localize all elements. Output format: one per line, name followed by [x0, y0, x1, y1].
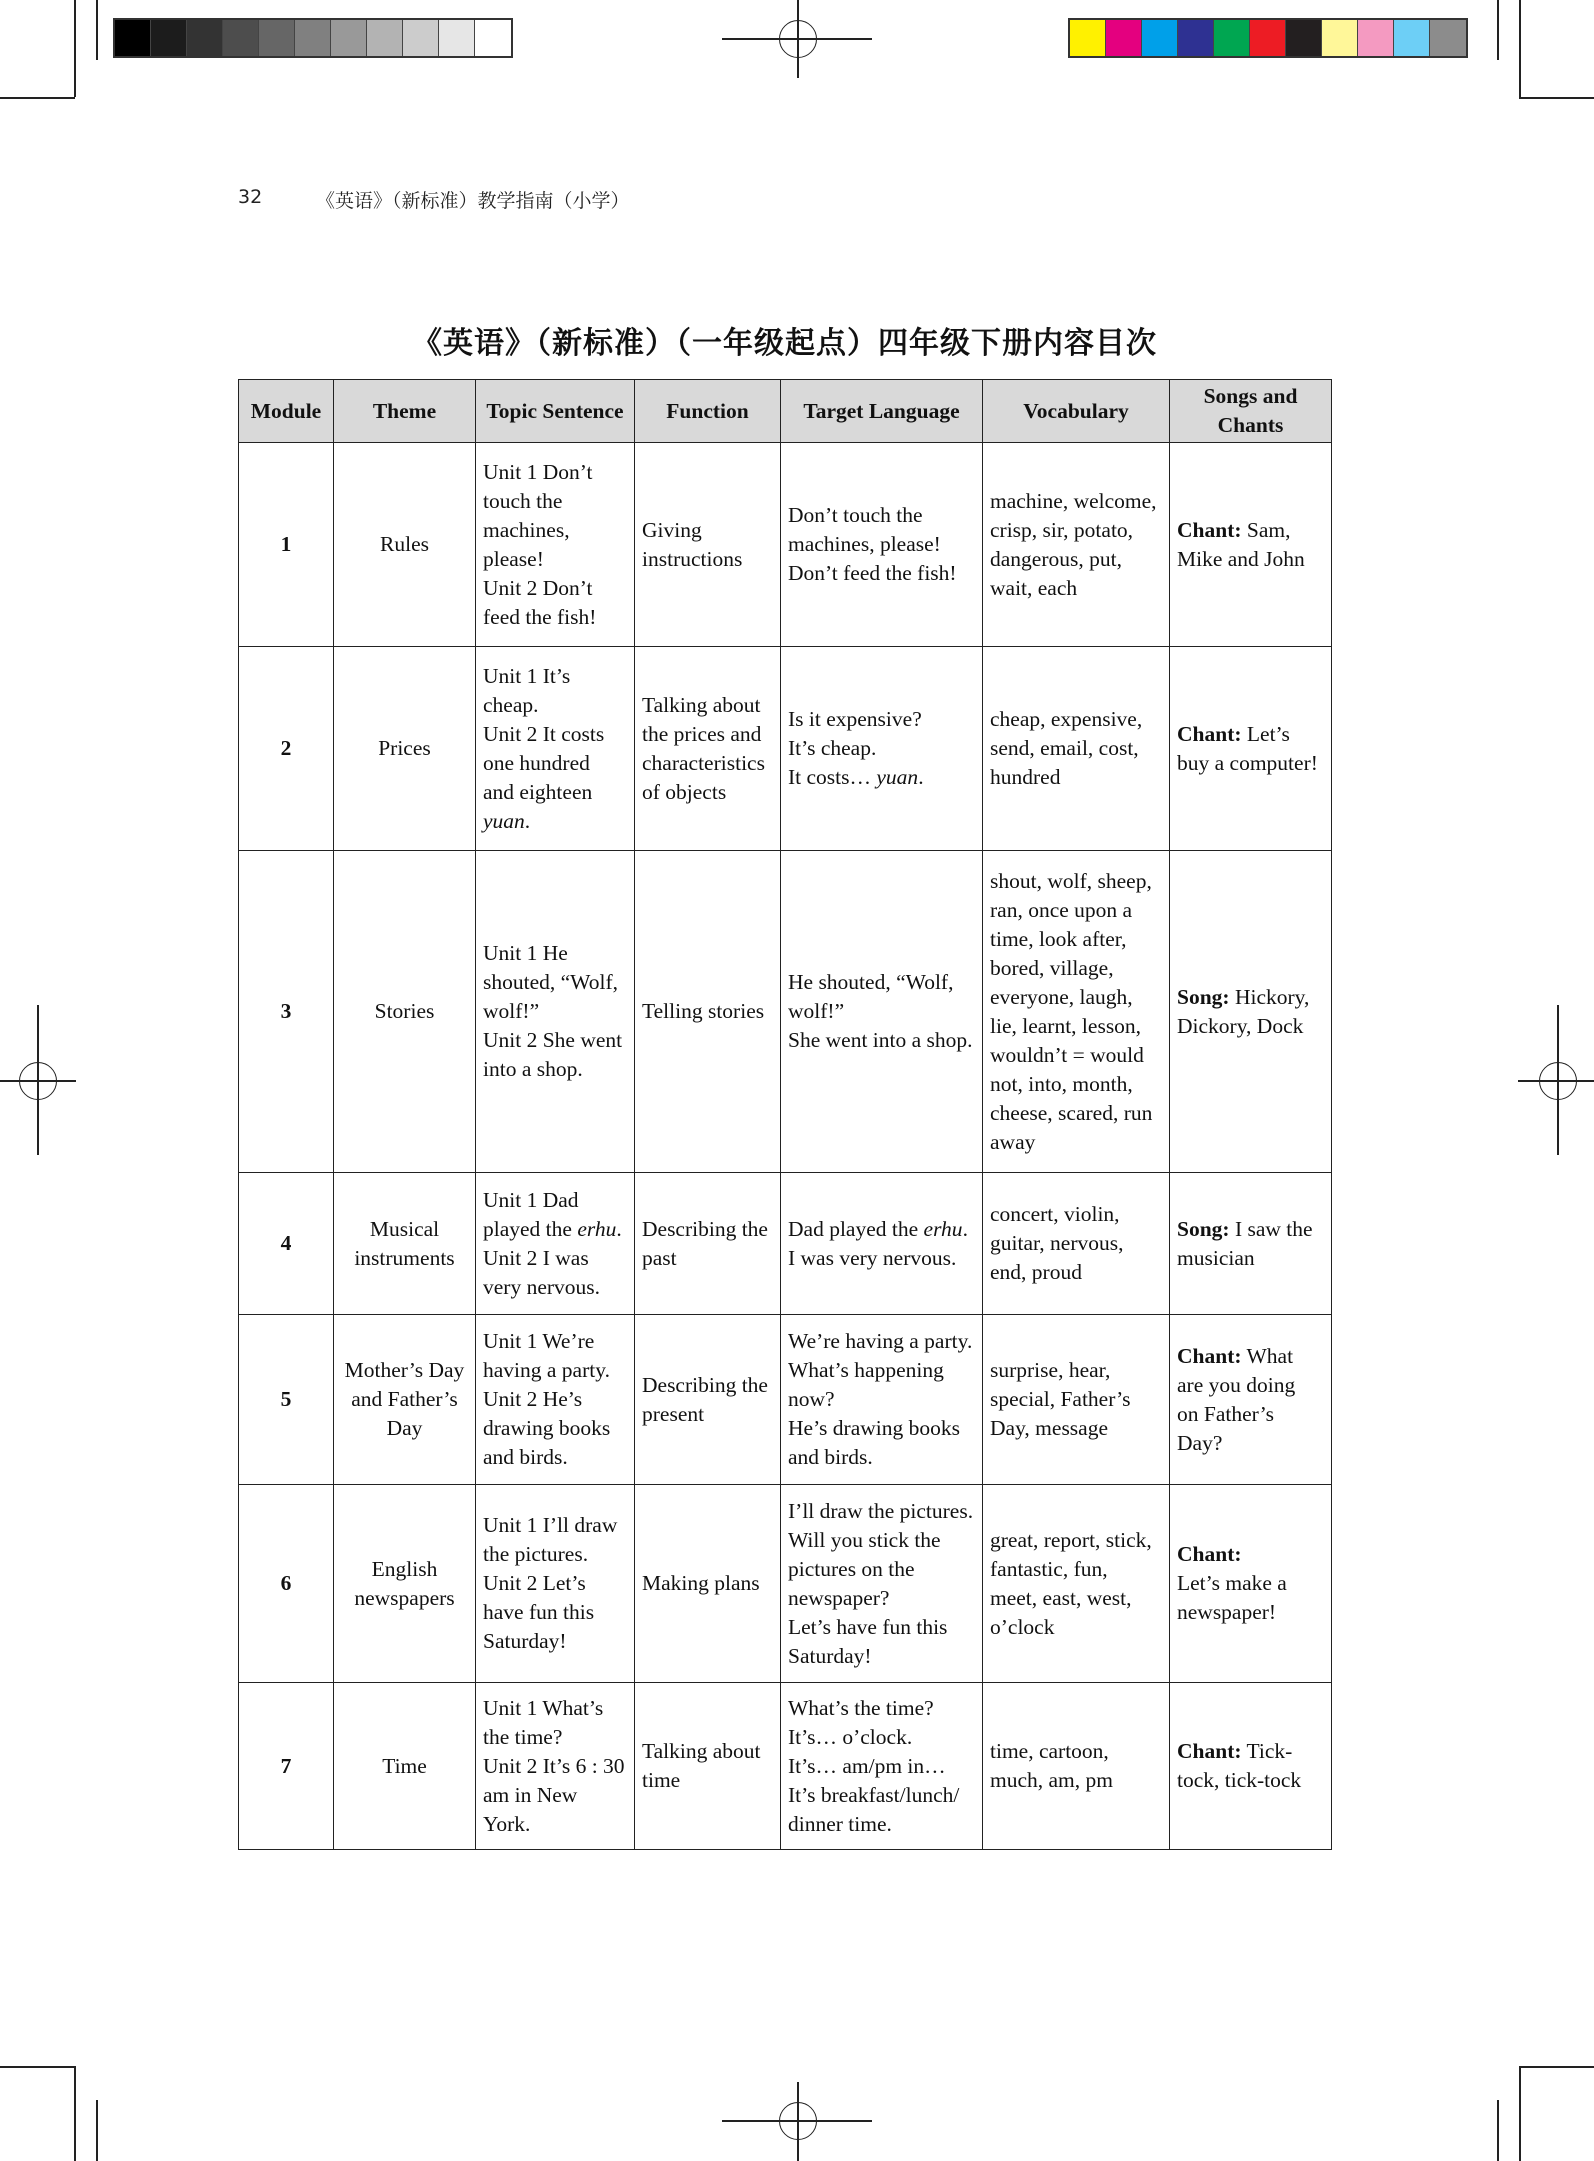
- contents-table: [238, 379, 1332, 1850]
- color-swatch: [1178, 20, 1214, 56]
- crop-mark: [0, 2066, 75, 2068]
- cell-line: Dad played the erhu.: [788, 1216, 968, 1241]
- cell-text: yuan: [483, 808, 525, 833]
- cell-text: I saw the: [1229, 1216, 1313, 1241]
- cell-line: Let’s have fun this: [788, 1614, 948, 1639]
- cell-line: Mike and John: [1177, 546, 1305, 571]
- crop-mark: [0, 97, 75, 99]
- document-title: 《英语》（新标准）（一年级起点）四年级下册内容目次: [412, 326, 1157, 361]
- cell-line: dinner time.: [788, 1811, 892, 1836]
- crop-mark: [1519, 97, 1594, 99]
- cell-line: shout, wolf, sheep,: [990, 868, 1152, 893]
- topic-sentence-cell: [476, 443, 635, 647]
- cell-line: machine, welcome,: [990, 488, 1157, 513]
- cell-text: erhu: [923, 1216, 963, 1241]
- cell-line: newspaper!: [1177, 1600, 1277, 1624]
- target-language-cell: [781, 851, 983, 1173]
- cell-line: He shouted, “Wolf,: [788, 970, 954, 994]
- song-type-label: Chant:: [1177, 1343, 1242, 1368]
- songs-and-chants-cell: [1170, 443, 1332, 647]
- cell-line: now?: [788, 1387, 835, 1411]
- cell-text: It costs…: [788, 765, 877, 789]
- cell-line: having a party.: [483, 1358, 610, 1382]
- cell-line: Unit 2 I was: [483, 1245, 589, 1270]
- crop-mark: [1497, 0, 1499, 60]
- cell-line: Unit 2 She went: [483, 1028, 623, 1052]
- table-row: [239, 851, 1332, 1173]
- cell-line: [1177, 1215, 1324, 1244]
- cell-line: Unit 1 We’re: [483, 1329, 595, 1353]
- color-swatch: [403, 20, 439, 56]
- topic-sentence-cell: [476, 1485, 635, 1683]
- cell-line: [1177, 1540, 1324, 1569]
- color-swatch: [1250, 20, 1286, 56]
- cell-line: [1177, 983, 1324, 1012]
- crop-mark: [96, 0, 98, 60]
- cell-line: great, report, stick,: [990, 1527, 1152, 1552]
- cell-line: Unit 2 Let’s: [483, 1571, 586, 1595]
- vocabulary-cell: [983, 443, 1170, 647]
- table-row: [239, 1173, 1332, 1315]
- cell-line: machines, please!: [788, 532, 941, 556]
- cell-line: Prices: [378, 736, 431, 760]
- cell-line: are you doing: [1177, 1372, 1296, 1397]
- song-type-label: Chant:: [1177, 517, 1242, 542]
- topic-sentence-cell: [476, 1315, 635, 1485]
- cell-line: What’s happening: [788, 1358, 944, 1382]
- cell-line: What’s the time?: [788, 1695, 934, 1720]
- table-row: [239, 443, 1332, 647]
- cell-line: newspapers: [354, 1585, 455, 1610]
- color-swatch: [367, 20, 403, 56]
- function-cell: [635, 443, 781, 647]
- cell-line: present: [642, 1401, 705, 1426]
- color-swatch: [223, 20, 259, 56]
- cell-line: Dickory, Dock: [1177, 1013, 1304, 1038]
- gray-color-bar: [113, 18, 513, 58]
- function-cell: [635, 1173, 781, 1315]
- cell-line: pictures on the: [788, 1556, 915, 1581]
- header-target-language: Target Language: [781, 380, 983, 443]
- cell-line: I’ll draw the pictures.: [788, 1498, 974, 1523]
- song-type-label: Chant:: [1177, 1739, 1242, 1763]
- cell-text: Hickory,: [1229, 984, 1310, 1009]
- cell-text: What: [1241, 1343, 1294, 1368]
- cell-line: cheap.: [483, 692, 539, 717]
- cell-line: and birds.: [483, 1445, 568, 1469]
- table-header-row: [239, 380, 1332, 443]
- page-number: 32: [238, 186, 263, 208]
- color-swatch: [1394, 20, 1430, 56]
- color-swatch: [1430, 20, 1466, 56]
- module-cell: 4: [239, 1173, 334, 1315]
- cell-line: on Father’s: [1177, 1401, 1274, 1426]
- songs-and-chants-cell: [1170, 851, 1332, 1173]
- cell-line: and eighteen: [483, 779, 593, 804]
- cell-line: Day, message: [990, 1416, 1109, 1440]
- cell-line: Unit 1 What’s: [483, 1695, 604, 1720]
- cell-text: Sam,: [1241, 517, 1291, 542]
- table-row: [239, 1315, 1332, 1485]
- cell-line: very nervous.: [483, 1274, 601, 1299]
- cell-line: Making plans: [642, 1571, 760, 1595]
- cell-line: past: [642, 1245, 677, 1270]
- cell-line: away: [990, 1129, 1036, 1154]
- cell-line: She went into a shop.: [788, 1028, 973, 1052]
- topic-sentence-cell: [476, 1683, 635, 1850]
- cell-line: It’s… o’clock.: [788, 1724, 913, 1749]
- cell-line: instructions: [642, 546, 743, 571]
- songs-and-chants-cell: [1170, 1315, 1332, 1485]
- cell-line: newspaper?: [788, 1585, 890, 1610]
- cell-line: guitar, nervous,: [990, 1231, 1124, 1255]
- process-color-bar: [1068, 18, 1468, 58]
- cell-line: please!: [483, 546, 544, 571]
- header-module: Module: [239, 380, 334, 443]
- crop-mark: [96, 2100, 98, 2161]
- color-swatch: [115, 20, 151, 56]
- cell-line: Giving: [642, 517, 702, 542]
- cell-line: Talking about: [642, 692, 761, 717]
- cell-line: Telling stories: [642, 999, 765, 1023]
- target-language-cell: [781, 1315, 983, 1485]
- crop-mark: [74, 2066, 76, 2161]
- color-swatch: [151, 20, 187, 56]
- target-language-cell: [781, 1485, 983, 1683]
- cell-line: Day: [386, 1416, 423, 1440]
- cell-line: concert, violin,: [990, 1202, 1120, 1226]
- cell-line: Unit 1 Don’t: [483, 459, 593, 484]
- vocabulary-cell: [983, 1173, 1170, 1315]
- cell-line: cheap, expensive,: [990, 707, 1143, 731]
- cell-line: Stories: [374, 999, 435, 1023]
- header-function: Function: [635, 380, 781, 443]
- cell-line: Unit 2 He’s: [483, 1387, 583, 1411]
- cell-line: Let’s make a: [1177, 1571, 1287, 1595]
- header-theme: Theme: [334, 380, 476, 443]
- theme-cell: [334, 1315, 476, 1485]
- songs-and-chants-cell: [1170, 1173, 1332, 1315]
- color-swatch: [475, 20, 511, 56]
- cell-line: [1177, 1737, 1324, 1766]
- module-cell: 2: [239, 647, 334, 851]
- target-language-cell: [781, 647, 983, 851]
- cell-line: wouldn’t = would: [990, 1042, 1144, 1067]
- cell-line: Mother’s Day: [344, 1358, 465, 1382]
- module-cell: 7: [239, 1683, 334, 1850]
- cell-line: English: [371, 1556, 438, 1581]
- cell-line: musician: [1177, 1245, 1255, 1270]
- function-cell: [635, 1315, 781, 1485]
- cell-line: Unit 1 It’s: [483, 663, 571, 688]
- cell-line: feed the fish!: [483, 604, 597, 629]
- cell-line: Describing the: [642, 1372, 768, 1397]
- vocabulary-cell: [983, 647, 1170, 851]
- cell-line: much, am, pm: [990, 1768, 1114, 1792]
- cell-line: Musical: [369, 1216, 440, 1241]
- color-swatch: [295, 20, 331, 56]
- book-title: 《英语》（新标准）教学指南（小学）: [316, 190, 630, 212]
- vocabulary-cell: [983, 1485, 1170, 1683]
- cell-line: send, email, cost,: [990, 736, 1139, 760]
- theme-cell: [334, 1173, 476, 1315]
- song-type-label: Song:: [1177, 984, 1230, 1009]
- theme-cell: [334, 443, 476, 647]
- cell-line: tock, tick-tock: [1177, 1768, 1302, 1792]
- theme-cell: [334, 1485, 476, 1683]
- cell-line: of objects: [642, 779, 727, 804]
- cell-line: hundred: [990, 765, 1061, 789]
- song-type-label: Chant:: [1177, 721, 1242, 746]
- cell-line: meet, east, west,: [990, 1585, 1132, 1610]
- cell-line: played the erhu.: [483, 1216, 622, 1241]
- cell-line: Describing the: [642, 1216, 768, 1241]
- vocabulary-cell: [983, 1683, 1170, 1850]
- table-row: [239, 1485, 1332, 1683]
- cell-line: cheese, scared, run: [990, 1100, 1153, 1125]
- topic-sentence-cell: [476, 1173, 635, 1315]
- cell-line: fantastic, fun,: [990, 1556, 1108, 1581]
- color-swatch: [187, 20, 223, 56]
- cell-line: am in New York.: [483, 1782, 578, 1836]
- cell-line: Day?: [1177, 1430, 1223, 1455]
- color-swatch: [1286, 20, 1322, 56]
- color-swatch: [1106, 20, 1142, 56]
- crop-mark: [1519, 2066, 1594, 2068]
- cell-line: He’s drawing books: [788, 1416, 960, 1440]
- cell-line: time, look after,: [990, 926, 1127, 951]
- cell-line: yuan.: [483, 808, 531, 833]
- crop-mark: [1519, 0, 1521, 97]
- cell-text: erhu: [577, 1216, 617, 1241]
- cell-line: Unit 1 He: [483, 941, 568, 965]
- cell-line: I was very nervous.: [788, 1245, 957, 1270]
- cell-line: time, cartoon,: [990, 1739, 1109, 1763]
- cell-line: It’s breakfast/lunch/: [788, 1782, 960, 1807]
- cell-line: time: [642, 1768, 681, 1792]
- cell-line: Unit 1 Dad: [483, 1187, 579, 1212]
- cell-line: bored, village,: [990, 955, 1114, 980]
- cell-line: the prices and: [642, 721, 762, 746]
- target-language-cell: [781, 1173, 983, 1315]
- cell-line: touch the: [483, 488, 563, 513]
- songs-and-chants-cell: [1170, 1683, 1332, 1850]
- cell-line: and birds.: [788, 1445, 873, 1469]
- color-swatch: [1214, 20, 1250, 56]
- cell-line: [1177, 516, 1324, 545]
- function-cell: [635, 1485, 781, 1683]
- cell-line: buy a computer!: [1177, 750, 1318, 775]
- cell-line: special, Father’s: [990, 1387, 1131, 1411]
- theme-cell: [334, 1683, 476, 1850]
- color-swatch: [331, 20, 367, 56]
- cell-line: surprise, hear,: [990, 1358, 1111, 1382]
- cell-line: Unit 2 Don’t: [483, 575, 593, 600]
- cell-line: shouted, “Wolf,: [483, 970, 619, 994]
- crop-mark: [74, 0, 76, 97]
- cell-line: not, into, month,: [990, 1071, 1133, 1096]
- topic-sentence-cell: [476, 647, 635, 851]
- cell-line: Unit 2 It costs: [483, 721, 605, 746]
- cell-text: yuan: [876, 765, 919, 789]
- cell-line: wolf!”: [788, 999, 845, 1023]
- cell-line: have fun this: [483, 1600, 595, 1624]
- cell-line: wait, each: [990, 575, 1078, 600]
- color-swatch: [1358, 20, 1394, 56]
- cell-line: one hundred: [483, 750, 590, 775]
- cell-line: lie, learnt, lesson,: [990, 1013, 1142, 1038]
- songs-and-chants-cell: [1170, 647, 1332, 851]
- cell-line: Unit 1 I’ll draw: [483, 1513, 618, 1537]
- cell-text: Dad played the: [788, 1216, 924, 1241]
- vocabulary-cell: [983, 1315, 1170, 1485]
- cell-text: Tick-: [1241, 1739, 1293, 1763]
- cell-line: ran, once upon a: [990, 897, 1133, 922]
- cell-line: and Father’s: [351, 1387, 458, 1411]
- module-cell: 1: [239, 443, 334, 647]
- cell-line: end, proud: [990, 1260, 1082, 1284]
- cell-line: Saturday!: [788, 1643, 872, 1668]
- cell-line: Don’t feed the fish!: [788, 561, 957, 585]
- cell-line: wolf!”: [483, 999, 540, 1023]
- vocabulary-cell: [983, 851, 1170, 1173]
- cell-text: Let’s: [1241, 721, 1290, 746]
- cell-line: o’clock: [990, 1614, 1055, 1639]
- cell-line: instruments: [354, 1245, 455, 1270]
- table-row: [239, 647, 1332, 851]
- function-cell: [635, 647, 781, 851]
- crop-mark: [1497, 2100, 1499, 2161]
- cell-line: Saturday!: [483, 1629, 567, 1653]
- color-swatch: [1070, 20, 1106, 56]
- cell-line: the time?: [483, 1724, 563, 1749]
- cell-line: Don’t touch the: [788, 503, 923, 527]
- table-row: [239, 1683, 1332, 1850]
- cell-line: It’s… am/pm in…: [788, 1753, 946, 1778]
- cell-line: Will you stick the: [788, 1527, 941, 1552]
- cell-line: Time: [382, 1753, 427, 1778]
- song-type-label: Chant:: [1177, 1542, 1242, 1566]
- cell-line: everyone, laugh,: [990, 984, 1133, 1009]
- cell-line: drawing books: [483, 1416, 611, 1440]
- color-swatch: [259, 20, 295, 56]
- theme-cell: [334, 647, 476, 851]
- color-swatch: [439, 20, 475, 56]
- cell-line: Unit 2 It’s 6 : 30: [483, 1753, 625, 1778]
- cell-line: into a shop.: [483, 1057, 583, 1081]
- topic-sentence-cell: [476, 851, 635, 1173]
- cell-line: characteristics: [642, 750, 765, 775]
- target-language-cell: [781, 443, 983, 647]
- cell-line: We’re having a party.: [788, 1329, 973, 1353]
- header-songs-and-chants: Songs and Chants: [1170, 380, 1332, 443]
- cell-line: crisp, sir, potato,: [990, 517, 1134, 542]
- songs-and-chants-cell: [1170, 1485, 1332, 1683]
- module-cell: 6: [239, 1485, 334, 1683]
- cell-line: It costs… yuan.: [788, 765, 924, 789]
- cell-line: the pictures.: [483, 1542, 589, 1566]
- function-cell: [635, 1683, 781, 1850]
- cell-line: [1177, 720, 1324, 749]
- cell-line: It’s cheap.: [788, 736, 877, 760]
- cell-line: Is it expensive?: [788, 707, 922, 731]
- cell-line: [1177, 1342, 1324, 1371]
- module-cell: 5: [239, 1315, 334, 1485]
- cell-line: machines,: [483, 517, 570, 542]
- color-swatch: [1142, 20, 1178, 56]
- function-cell: [635, 851, 781, 1173]
- cell-line: Talking about: [642, 1739, 761, 1763]
- color-swatch: [1322, 20, 1358, 56]
- crop-mark: [1519, 2066, 1521, 2161]
- theme-cell: [334, 851, 476, 1173]
- cell-line: dangerous, put,: [990, 546, 1122, 571]
- module-cell: 3: [239, 851, 334, 1173]
- cell-line: Rules: [380, 532, 429, 556]
- header-vocabulary: Vocabulary: [983, 380, 1170, 443]
- cell-text: played the: [483, 1216, 578, 1241]
- header-topic-sentence: Topic Sentence: [476, 380, 635, 443]
- song-type-label: Song:: [1177, 1216, 1230, 1241]
- target-language-cell: [781, 1683, 983, 1850]
